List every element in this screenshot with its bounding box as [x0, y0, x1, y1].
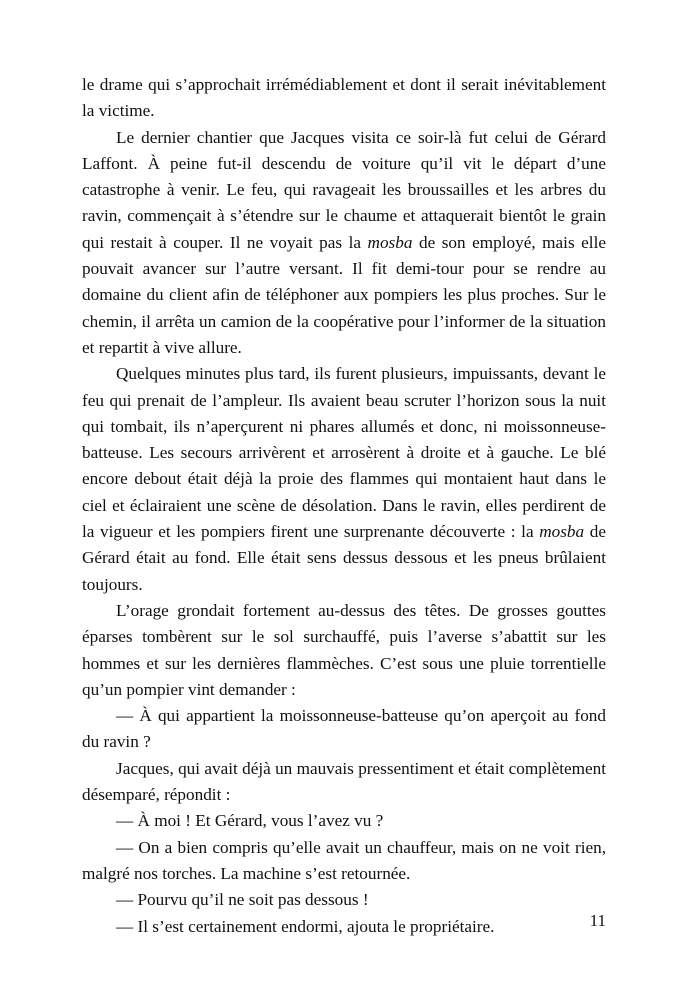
dialogue-line-3: [82, 835, 606, 888]
text-run: de son employé, mais elle pouvait avancer sur l’autre versant. Il fit demi-tour pour se rendre au domaine du client afin de téléphoner aux pompiers les plus proches. Sur le chemin, il arrêta un camion de la coopérative pour l’informer de la situation et repartit à vive allure.: [82, 232, 606, 357]
dialogue-line-4: [82, 887, 606, 913]
italic-term: mosba: [367, 232, 413, 252]
dialogue-line-2: [82, 808, 606, 834]
dialogue-line-5: [82, 914, 606, 940]
paragraph-3: [82, 361, 606, 598]
text-run: Le dernier chantier que Jacques visita ce soir-là fut celui de Gérard Laffont. À peine fut-il descendu de voiture qu’il vit le départ d’une catastrophe à venir. Le feu, qui ravageait les broussailles et les arbres du ravin, commençait à s’étendre sur le chaume et attaquerait bientôt le grain qui restait à couper. Il ne voyait pas la: [82, 127, 606, 252]
body-text: [82, 72, 606, 940]
paragraph-4: [82, 598, 606, 703]
text-run: — Il s’est certainement endormi, ajouta le propriétaire.: [116, 916, 495, 936]
text-run: — À qui appartient la moissonneuse-batteuse qu’on aperçoit au fond du ravin ?: [82, 706, 606, 752]
text-run: — On a bien compris qu’elle avait un chauffeur, mais on ne voit rien, malgré nos torches. La machine s’est retournée.: [82, 837, 606, 883]
text-run: — Pourvu qu’il ne soit pas dessous !: [116, 890, 369, 910]
text-run: de Gérard était au fond. Elle était sens dessus dessous et les pneus brûlaient toujours.: [82, 522, 606, 594]
dialogue-line-1: [82, 703, 606, 756]
text-run: — À moi ! Et Gérard, vous l’avez vu ?: [116, 811, 384, 831]
text-run: le drame qui s’approchait irrémédiablement et dont il serait inévitablement la victime.: [82, 75, 606, 121]
italic-term: mosba: [539, 522, 585, 542]
paragraph-2: [82, 125, 606, 362]
page-number: 11: [589, 911, 606, 930]
text-run: Quelques minutes plus tard, ils furent plusieurs, impuissants, devant le feu qui prenait de l’ampleur. Ils avaient beau scruter l’horizon sous la nuit qui tombait, ils n’aperçurent ni phares allumés et donc, ni moissonneuse-batteuse. Les secours arrivèrent et arrosèrent à droite et à gauche. Le blé encore debout était déjà la proie des flammes qui montaient haut dans le ciel et éclairaient une scène de désolation. Dans le ravin, elles perdirent de la vigueur et les pompiers firent une surprenante découverte : la: [82, 364, 606, 542]
paragraph-6: [82, 756, 606, 809]
text-run: L’orage grondait fortement au-dessus des têtes. De grosses gouttes éparses tombèrent sur le sol surchauffé, puis l’averse s’abattit sur les hommes et sur les dernières flammèches. C’est sous une pluie torrentielle qu’un pompier vint demander :: [82, 600, 606, 699]
text-run: Jacques, qui avait déjà un mauvais pressentiment et était complètement désemparé, répondit :: [82, 758, 606, 805]
paragraph-1: [82, 72, 606, 125]
